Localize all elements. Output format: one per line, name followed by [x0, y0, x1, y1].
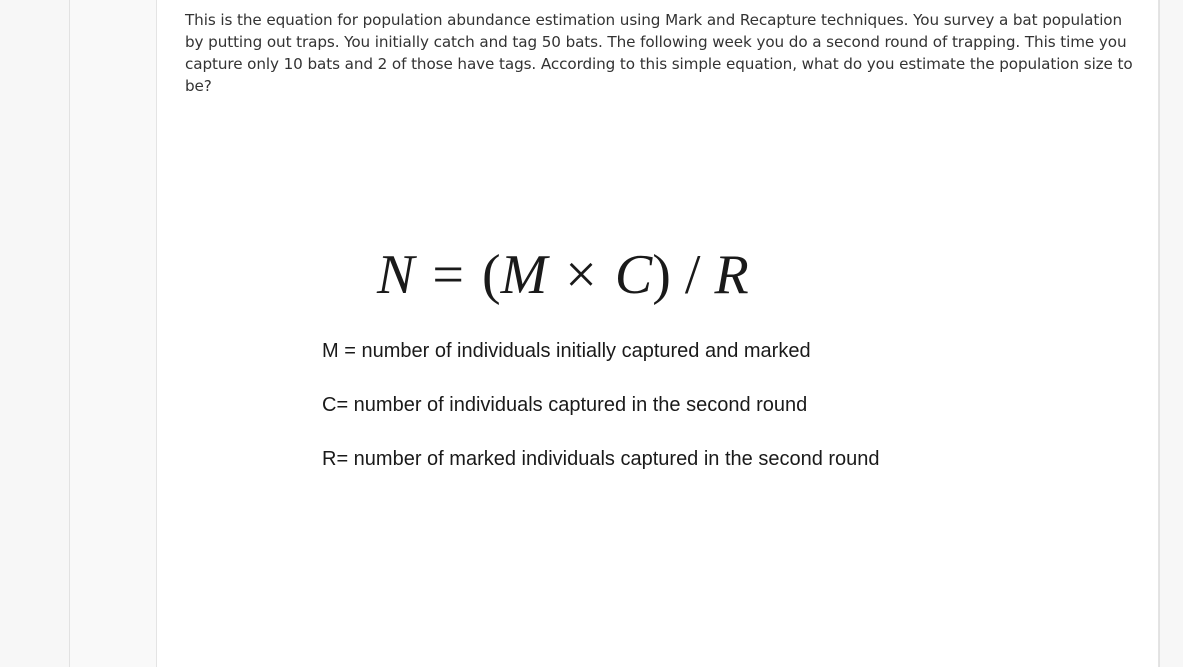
definition-m: M = number of individuals initially captured and marked — [322, 340, 811, 362]
question-text: This is the equation for population abundance estimation using Mark and Recapture techniques. You survey a bat population by putting out traps. You initially catch and tag 50 bats. The following week you do a second round of trapping. This time you capture only 10 bats and 2 of those have tags. According to this simple equation, what do you estimate the population size to be? — [185, 11, 1133, 95]
population-equation — [377, 240, 749, 310]
equation-n: N — [377, 244, 415, 306]
equation-c: C — [614, 244, 653, 306]
equation-m: M — [500, 244, 548, 306]
definition-c: C= number of individuals captured in the second round — [322, 394, 808, 416]
equation-times: × — [565, 244, 597, 306]
equation-slash: / — [684, 244, 701, 306]
equation-r: R — [714, 244, 749, 306]
equation-lparen: ( — [481, 244, 501, 306]
equation-figure — [317, 230, 1017, 490]
question-card — [156, 0, 1159, 667]
equation-rparen: ) — [652, 244, 671, 306]
equation-equals: = — [432, 244, 464, 306]
definition-r: R= number of marked individuals captured in the second round — [322, 448, 880, 470]
